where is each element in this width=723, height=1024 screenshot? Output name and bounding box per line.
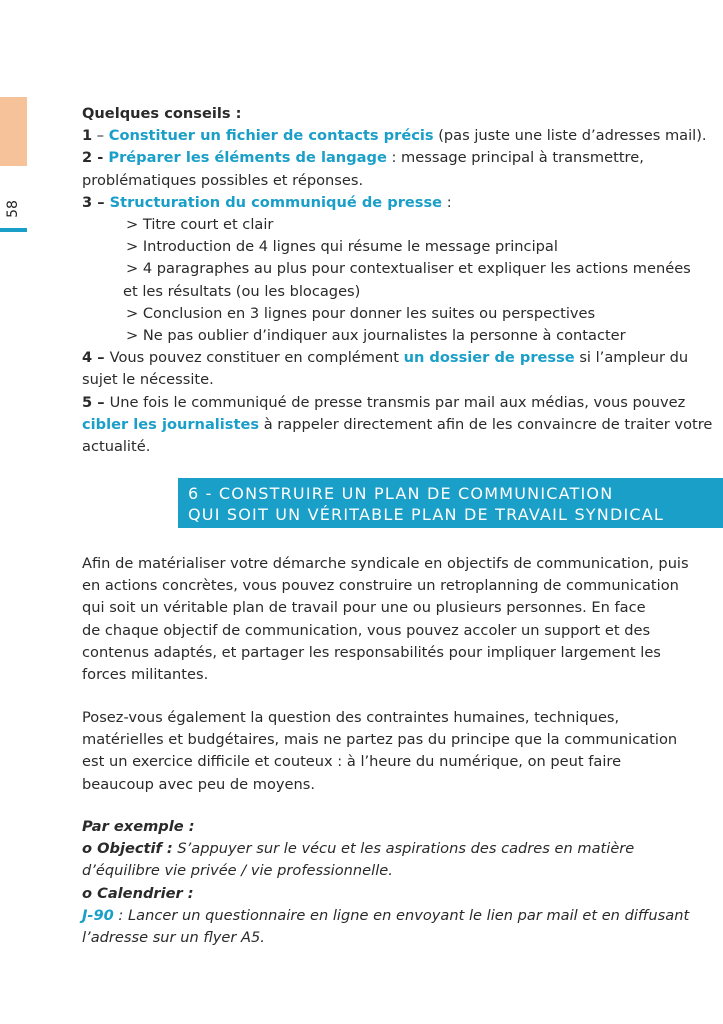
tip-text: : [442,193,452,211]
objectif-text: S’appuyer sur le vécu et les aspirations des cadres en matière [172,840,635,858]
example-section [82,816,690,949]
tip-item-2-continuation: problématiques possibles et réponses. [82,171,364,189]
tip-separator: – [92,127,109,145]
tip-highlight: cibler les journalistes [82,415,260,433]
side-tab-marker [0,97,27,166]
bullet-item: > Titre court et clair [126,216,274,234]
objectif-label: o Objectif : [82,840,173,858]
tip-item-5-line2 [82,414,713,436]
tip-number: 1 [82,127,93,145]
paragraph-line: contenus adaptés, et partager les responsabilités pour impliquer largement les [82,643,661,661]
tip-number: 4 – [82,349,110,367]
tip-highlight: Préparer les éléments de langage [108,149,387,167]
paragraph-line: en actions concrètes, vous pouvez construire un retroplanning de communication [82,577,679,595]
paragraph-line: est un exercice difficile et couteux : à l’heure du numérique, on peut faire [82,753,622,771]
paragraph-line: beaucoup avec peu de moyens. [82,775,316,793]
tip-item-3 [82,192,682,214]
bullet-item: > Ne pas oublier d’indiquer aux journalistes la personne à contacter [126,327,626,345]
section-banner [178,478,723,528]
tip-number: 3 – [82,193,110,211]
example-j90 [82,905,690,927]
j90-text: : Lancer un questionnaire en ligne en envoyant le lien par mail et en diffusant [113,906,690,924]
tip-item-1 [82,125,707,147]
example-objectif-continuation: d’équilibre vie privée / vie professionnelle. [82,862,393,880]
paragraph-line: Afin de matérialiser votre démarche syndicale en objectifs de communication, puis [82,555,689,572]
tip-item-4 [82,347,689,369]
tip-number: 2 - [82,149,109,167]
tip-text: à rappeler directement afin de les convaincre de traiter votre [259,415,713,433]
paragraph-constraints [82,707,682,796]
calendrier-label: o Calendrier : [82,884,194,902]
banner-title-line-1: 6 - CONSTRUIRE UN PLAN DE COMMUNICATION [188,484,614,503]
bullet-item: > Introduction de 4 lignes qui résume le message principal [126,238,558,256]
tip-number: 5 – [82,393,110,411]
example-objectif [82,838,682,860]
tip-text: (pas juste une liste d’adresses mail). [433,127,707,145]
tip-highlight: Structuration du communiqué de presse [109,193,443,211]
bullet-item-continuation: et les résultats (ou les blocages) [123,282,361,300]
paragraph-line: qui soit un véritable plan de travail pour une ou plusieurs personnes. En face [82,599,646,617]
bullet-item: > Conclusion en 3 lignes pour donner les suites ou perspectives [126,304,596,322]
page-number-rule [0,228,27,232]
example-j90-continuation: l’adresse sur un flyer A5. [82,929,265,947]
tip-item-5-continuation: actualité. [82,438,151,456]
tip-text: si l’ampleur du [574,349,689,367]
tips-heading: Quelques conseils : [82,105,242,122]
example-heading: Par exemple : [82,818,195,835]
tip-item-5 [82,392,686,414]
tip-item-2 [82,147,682,169]
paragraph-line: de chaque objectif de communication, vous pouvez accoler un support et des [82,621,651,639]
paragraph-retroplanning [82,553,689,686]
tip-text: : message principal à transmettre, [386,149,644,167]
tip-text: Une fois le communiqué de presse transmis par mail aux médias, vous pouvez [109,393,686,411]
tip-text: Vous pouvez constituer en complément [109,349,404,367]
paragraph-line: Posez-vous également la question des contraintes humaines, techniques, [82,709,620,726]
paragraph-line: matérielles et budgétaires, mais ne partez pas du principe que la communication [82,731,678,749]
page-number: 58 [5,200,21,218]
tips-section [82,103,713,458]
tip-highlight: Constituer un fichier de contacts précis [108,127,434,145]
paragraph-line: forces militantes. [82,666,209,684]
tip-highlight: un dossier de presse [403,349,575,367]
bullet-item: > 4 paragraphes au plus pour contextualiser et expliquer les actions menées [126,260,691,278]
banner-title-line-2: QUI SOIT UN VÉRITABLE PLAN DE TRAVAIL SYNDICAL [188,505,665,524]
j90-label: J-90 [82,906,114,924]
tip-item-4-continuation: sujet le nécessite. [82,371,214,389]
